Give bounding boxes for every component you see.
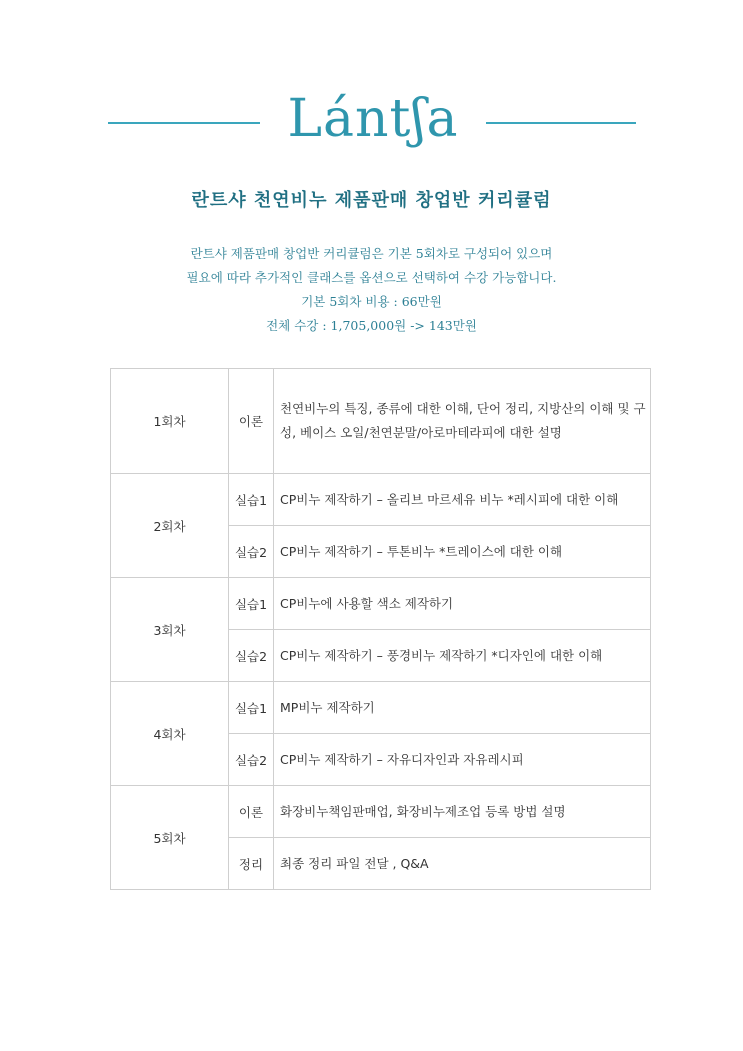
intro-text	[0, 242, 743, 338]
item-description: 최종 정리 파일 전달 , Q&A	[274, 838, 651, 890]
table-row	[111, 474, 651, 526]
session-label: 2회차	[111, 474, 229, 578]
item-description: 화장비누책임판매업, 화장비누제조업 등록 방법 설명	[274, 786, 651, 838]
logo-divider-right	[486, 122, 636, 124]
item-type: 실습1	[229, 474, 274, 526]
item-description: CP비누 제작하기 – 풍경비누 제작하기 *디자인에 대한 이해	[274, 630, 651, 682]
item-type: 실습1	[229, 682, 274, 734]
item-type: 실습1	[229, 578, 274, 630]
item-description: CP비누 제작하기 – 자유디자인과 자유레시피	[274, 734, 651, 786]
session-label: 4회차	[111, 682, 229, 786]
item-type: 실습2	[229, 734, 274, 786]
item-type: 이론	[229, 369, 274, 474]
intro-line: 란트샤 제품판매 창업반 커리큘럼은 기본 5회차로 구성되어 있으며	[190, 246, 553, 261]
item-type: 정리	[229, 838, 274, 890]
item-description: CP비누 제작하기 – 투톤비누 *트레이스에 대한 이해	[274, 526, 651, 578]
table-row	[111, 578, 651, 630]
item-description: MP비누 제작하기	[274, 682, 651, 734]
table-row	[111, 786, 651, 838]
brand-logo: Lántʃa	[287, 89, 459, 149]
price-full: 전체 수강 : 1,705,000원 -> 143만원	[266, 318, 477, 333]
logo-divider-left	[108, 122, 260, 124]
price-basic: 기본 5회차 비용 : 66만원	[301, 294, 442, 309]
item-description: CP비누에 사용할 색소 제작하기	[274, 578, 651, 630]
logo-header	[0, 88, 743, 158]
curriculum-table	[110, 368, 651, 890]
page-title: 란트샤 천연비누 제품판매 창업반 커리큘럼	[191, 190, 552, 211]
item-description: CP비누 제작하기 – 올리브 마르세유 비누 *레시피에 대한 이해	[274, 474, 651, 526]
table-row	[111, 682, 651, 734]
item-type: 이론	[229, 786, 274, 838]
session-label: 5회차	[111, 786, 229, 890]
item-type: 실습2	[229, 526, 274, 578]
intro-line: 필요에 따라 추가적인 클래스를 옵션으로 선택하여 수강 가능합니다.	[186, 270, 557, 285]
session-label: 3회차	[111, 578, 229, 682]
item-description: 천연비누의 특징, 종류에 대한 이해, 단어 정리, 지방산의 이해 및 구성, 베이스 오일/천연분말/아로마테라피에 대한 설명	[274, 369, 651, 474]
table-row	[111, 369, 651, 474]
item-type: 실습2	[229, 630, 274, 682]
session-label: 1회차	[111, 369, 229, 474]
